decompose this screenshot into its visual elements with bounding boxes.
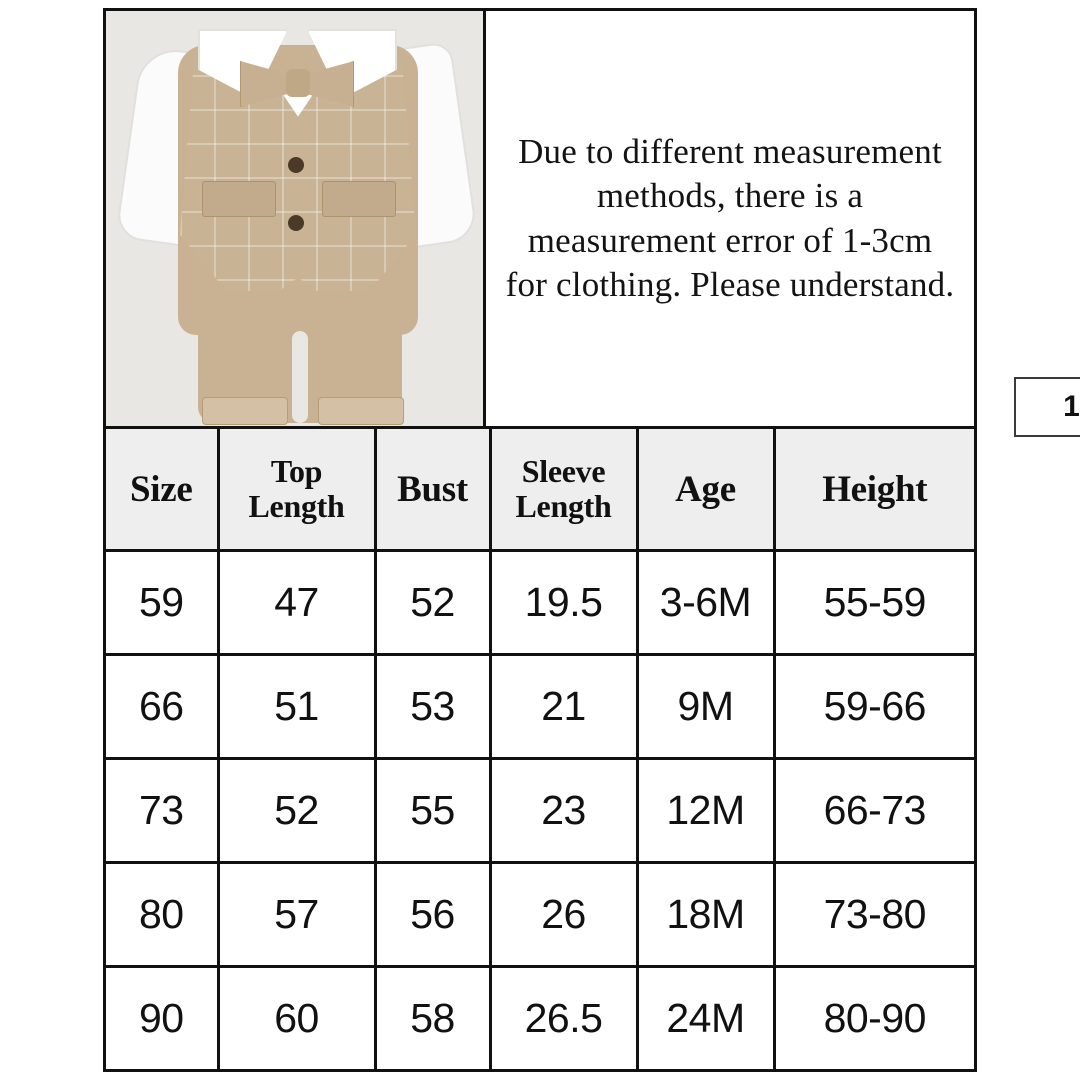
bow-tie-knot (286, 69, 310, 97)
disclaimer-cell (486, 11, 1080, 426)
cuff-left (202, 397, 288, 425)
column-header-top-length-line2: Length (248, 488, 345, 524)
table-row (106, 551, 974, 655)
cell-size: 73 (106, 759, 218, 863)
table-header-row (106, 429, 974, 551)
vest-button-bottom (288, 215, 304, 231)
column-header-top-length (218, 429, 375, 551)
cell-bust: 55 (375, 759, 490, 863)
cell-age: 24M (637, 967, 774, 1070)
cell-top-length: 52 (218, 759, 375, 863)
vest-button-top (288, 157, 304, 173)
product-photo (106, 11, 486, 426)
column-header-sleeve-length-line2: Length (515, 488, 612, 524)
cell-height: 80-90 (774, 967, 974, 1070)
cuff-right (318, 397, 404, 425)
cell-sleeve-length: 23 (490, 759, 637, 863)
cell-height: 59-66 (774, 655, 974, 759)
table-row (106, 655, 974, 759)
cell-age: 9M (637, 655, 774, 759)
cell-age: 12M (637, 759, 774, 863)
column-header-height: Height (774, 429, 974, 551)
column-header-sleeve-length-line1: Sleeve (521, 453, 606, 490)
cell-bust: 52 (375, 551, 490, 655)
vest-pocket-right (322, 181, 396, 217)
table-row (106, 863, 974, 967)
garment-illustration (106, 11, 483, 426)
cell-age: 3-6M (637, 551, 774, 655)
cell-age: 18M (637, 863, 774, 967)
cell-bust: 58 (375, 967, 490, 1070)
vest-pocket-left (202, 181, 276, 217)
column-header-age: Age (637, 429, 774, 551)
cell-sleeve-length: 26.5 (490, 967, 637, 1070)
column-header-size: Size (106, 429, 218, 551)
column-header-sleeve-length (490, 429, 637, 551)
cell-height: 66-73 (774, 759, 974, 863)
cell-size: 66 (106, 655, 218, 759)
cell-top-length: 51 (218, 655, 375, 759)
table-header (106, 429, 974, 551)
size-chart-sheet (103, 8, 1080, 1072)
cell-size: 90 (106, 967, 218, 1070)
cell-sleeve-length: 21 (490, 655, 637, 759)
cell-size: 59 (106, 551, 218, 655)
cell-top-length: 47 (218, 551, 375, 655)
cell-top-length: 60 (218, 967, 375, 1070)
column-header-bust: Bust (375, 429, 490, 551)
table-row (106, 967, 974, 1070)
cell-top-length: 57 (218, 863, 375, 967)
disclaimer-text: Due to different measurement methods, there is a measurement error of 1-3cm for clothing. Please understand. (505, 132, 955, 304)
cell-sleeve-length: 19.5 (490, 551, 637, 655)
top-section (106, 11, 1080, 429)
size-table (106, 429, 974, 1069)
cell-size: 80 (106, 863, 218, 967)
table-row (106, 759, 974, 863)
cell-bust: 53 (375, 655, 490, 759)
column-header-top-length-line1: Top (270, 453, 323, 490)
quantity-overlay-box[interactable]: 1 (1014, 377, 1080, 437)
cell-height: 55-59 (774, 551, 974, 655)
cell-sleeve-length: 26 (490, 863, 637, 967)
cell-bust: 56 (375, 863, 490, 967)
table-body (106, 551, 974, 1070)
leg-gap (292, 331, 308, 423)
cell-height: 73-80 (774, 863, 974, 967)
